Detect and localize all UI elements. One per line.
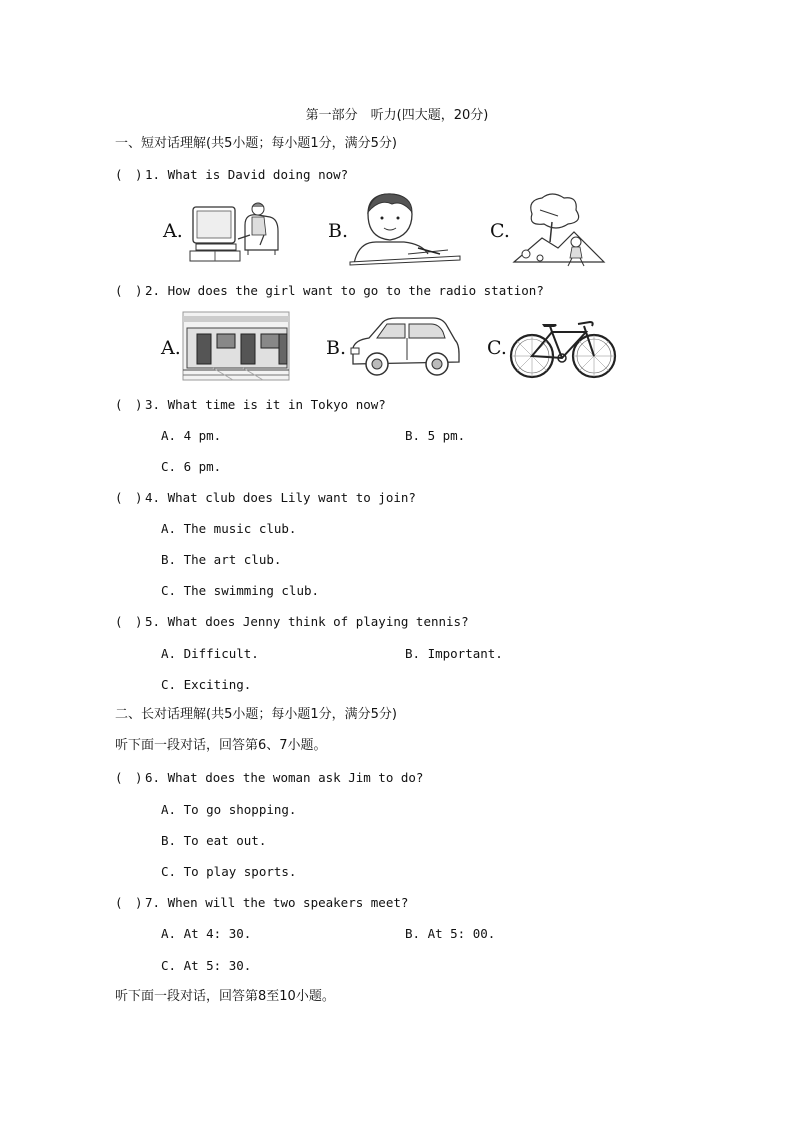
q5-option-c[interactable]: C. Exciting. <box>161 677 252 692</box>
q2-option-b-label: B. <box>326 337 347 359</box>
q6-option-a[interactable]: A. To go shopping. <box>161 802 297 817</box>
answer-blank[interactable]: ( ) <box>115 167 143 182</box>
bicycle-picture <box>508 312 618 380</box>
question-3 <box>115 397 386 413</box>
question-7 <box>115 895 408 911</box>
question-text: 3. What time is it in Tokyo now? <box>145 397 386 412</box>
q7-option-c[interactable]: C. At 5: 30. <box>161 958 252 973</box>
page-title: 第一部分 听力(四大题，20分) <box>305 108 489 123</box>
section2-instruction-1: 听下面一段对话，回答第6、7小题。 <box>115 738 327 753</box>
answer-blank[interactable]: ( ) <box>115 397 143 412</box>
q1-option-b-label: B. <box>328 220 349 242</box>
q6-option-b[interactable]: B. To eat out. <box>161 833 267 848</box>
q3-option-b[interactable]: B. 5 pm. <box>405 428 466 443</box>
section2-heading: 二、长对话理解(共5小题；每小题1分，满分5分) <box>115 707 397 722</box>
q1-option-c-label: C. <box>490 220 510 242</box>
answer-blank[interactable]: ( ) <box>115 895 143 910</box>
section2-instruction-2: 听下面一段对话，回答第8至10小题。 <box>115 989 335 1004</box>
q5-option-b[interactable]: B. Important. <box>405 646 503 661</box>
car-picture <box>347 312 463 380</box>
subway-train-picture <box>183 312 289 380</box>
q6-option-c[interactable]: C. To play sports. <box>161 864 297 879</box>
question-text: 7. When will the two speakers meet? <box>145 895 409 910</box>
q4-option-a[interactable]: A. The music club. <box>161 521 297 536</box>
section1-heading: 一、短对话理解(共5小题；每小题1分，满分5分) <box>115 136 397 151</box>
answer-blank[interactable]: ( ) <box>115 283 143 298</box>
question-text: 2. How does the girl want to go to the radio station? <box>145 283 544 298</box>
question-2 <box>115 283 544 299</box>
question-1 <box>115 167 348 183</box>
answer-blank[interactable]: ( ) <box>115 490 143 505</box>
q2-option-a-label: A. <box>161 337 181 359</box>
writing-boy-picture <box>348 192 460 265</box>
q1-option-a-label: A. <box>163 220 183 242</box>
q4-option-c[interactable]: C. The swimming club. <box>161 583 320 598</box>
hiking-mountain-picture <box>512 192 607 267</box>
q7-option-b[interactable]: B. At 5: 00. <box>405 926 496 941</box>
question-5 <box>115 614 469 630</box>
question-4 <box>115 490 416 506</box>
q2-option-c-label: C. <box>487 337 507 359</box>
q7-option-a[interactable]: A. At 4: 30. <box>161 926 252 941</box>
question-text: 6. What does the woman ask Jim to do? <box>145 770 424 785</box>
q3-option-a[interactable]: A. 4 pm. <box>161 428 222 443</box>
q4-option-b[interactable]: B. The art club. <box>161 552 282 567</box>
q3-option-c[interactable]: C. 6 pm. <box>161 459 222 474</box>
q5-option-a[interactable]: A. Difficult. <box>161 646 259 661</box>
question-text: 5. What does Jenny think of playing tennis? <box>145 614 469 629</box>
watching-tv-picture <box>190 195 285 265</box>
answer-blank[interactable]: ( ) <box>115 614 143 629</box>
answer-blank[interactable]: ( ) <box>115 770 143 785</box>
question-text: 4. What club does Lily want to join? <box>145 490 416 505</box>
question-6 <box>115 770 423 786</box>
question-text: 1. What is David doing now? <box>145 167 349 182</box>
